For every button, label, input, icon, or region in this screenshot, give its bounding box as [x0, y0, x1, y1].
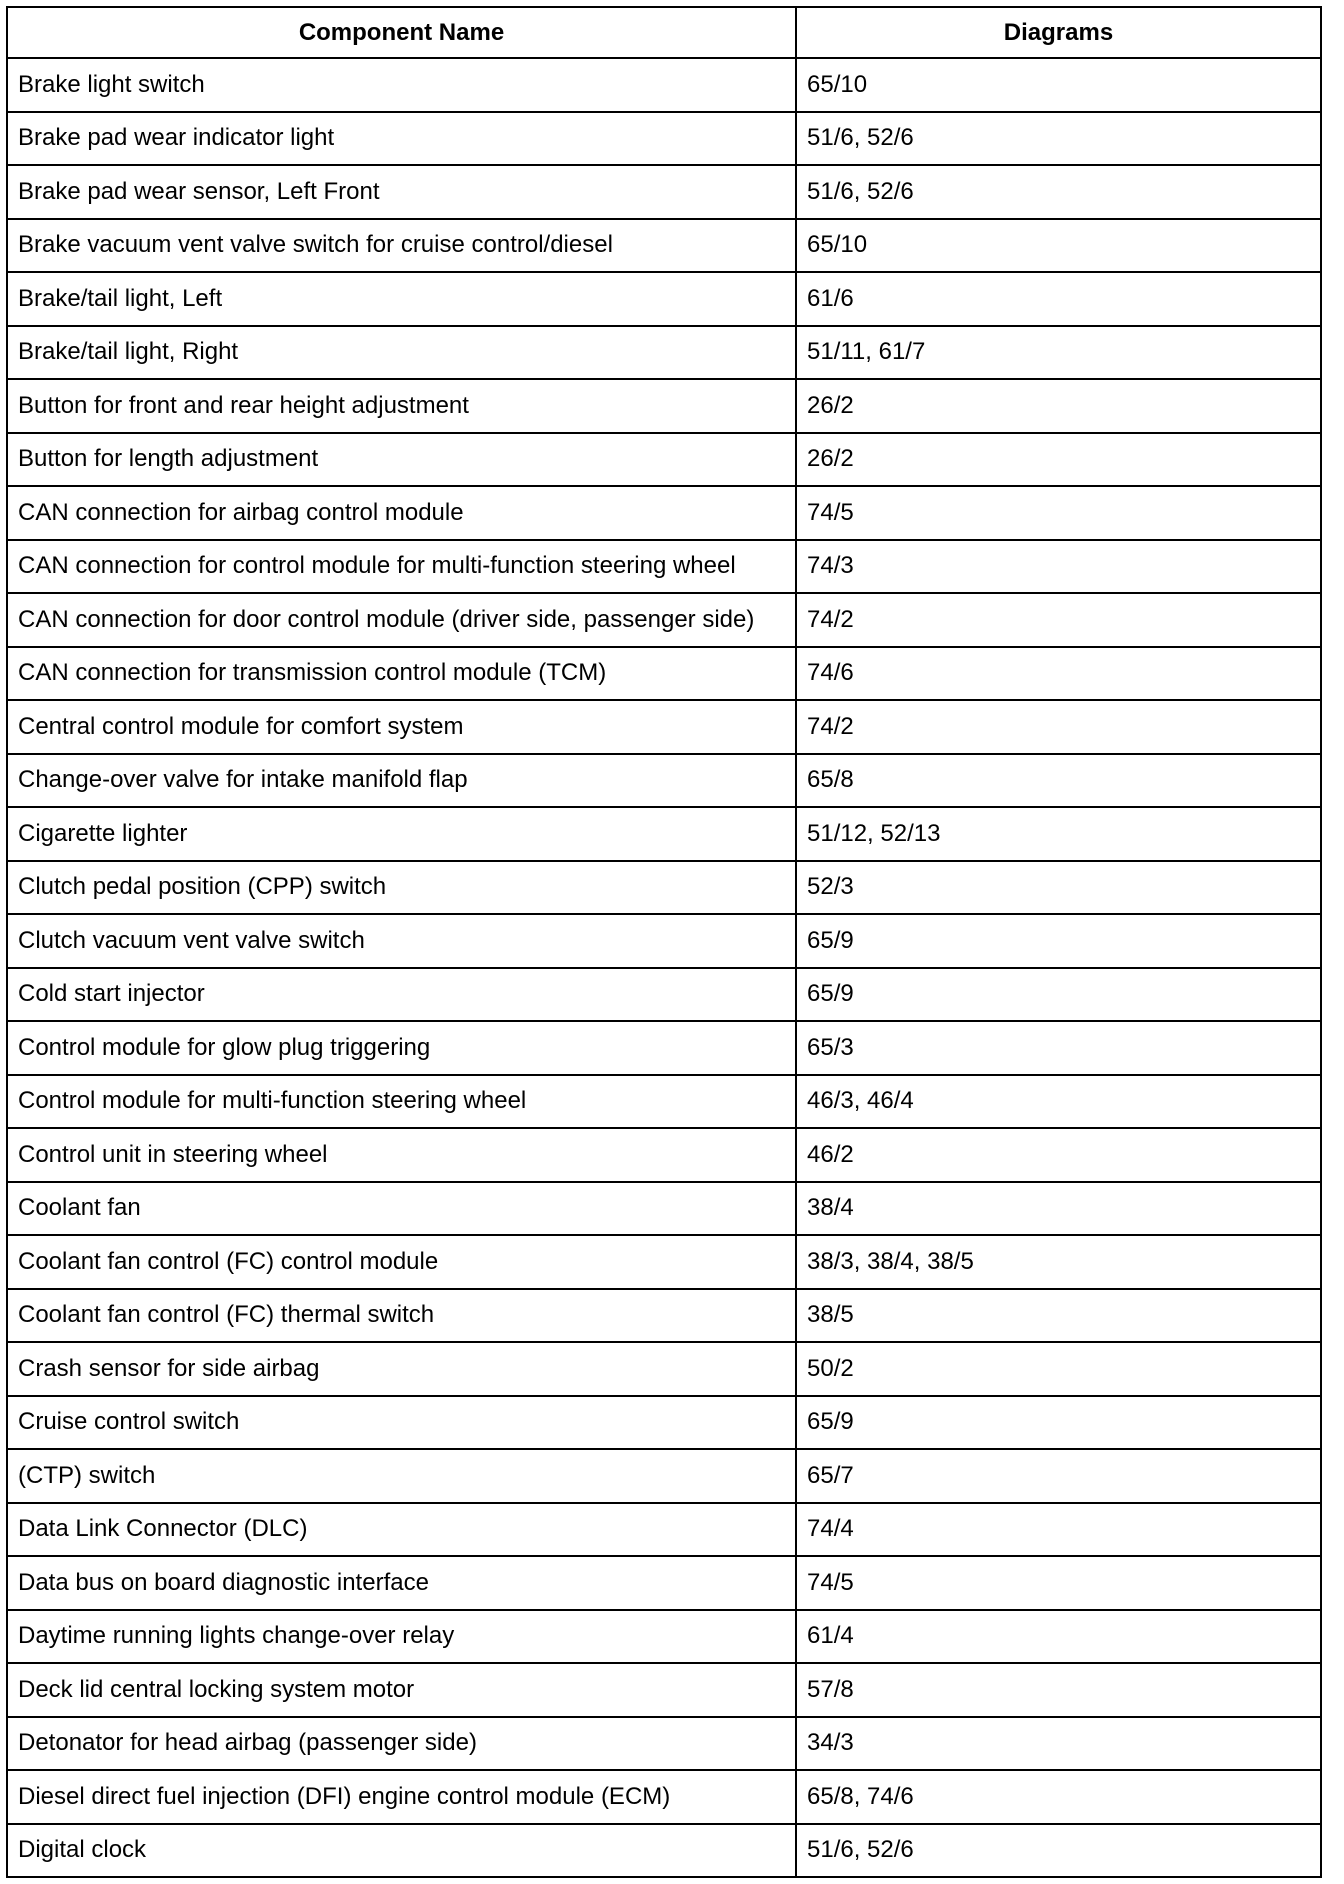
diagrams-cell: 74/3 [796, 540, 1321, 594]
table-row [7, 272, 1321, 326]
table-row [7, 165, 1321, 219]
component-name-cell: Brake pad wear indicator light [7, 112, 796, 166]
component-name-cell: Coolant fan control (FC) thermal switch [7, 1289, 796, 1343]
table-row [7, 58, 1321, 112]
table-row [7, 914, 1321, 968]
component-name-cell: Button for length adjustment [7, 433, 796, 487]
diagrams-cell: 65/3 [796, 1021, 1321, 1075]
table-row [7, 1182, 1321, 1236]
component-name-cell: Clutch vacuum vent valve switch [7, 914, 796, 968]
component-name-cell: Detonator for head airbag (passenger side) [7, 1717, 796, 1771]
table-row [7, 968, 1321, 1022]
diagrams-cell: 65/8, 74/6 [796, 1770, 1321, 1824]
component-name-cell: Brake/tail light, Right [7, 326, 796, 380]
table-row [7, 219, 1321, 273]
table-row [7, 1235, 1321, 1289]
diagrams-cell: 51/6, 52/6 [796, 1824, 1321, 1878]
component-name-cell: Data bus on board diagnostic interface [7, 1556, 796, 1610]
table-row [7, 754, 1321, 808]
component-name-cell: Data Link Connector (DLC) [7, 1503, 796, 1557]
component-name-cell: Brake pad wear sensor, Left Front [7, 165, 796, 219]
table-row [7, 1021, 1321, 1075]
component-name-cell: Central control module for comfort system [7, 700, 796, 754]
component-name-cell: CAN connection for airbag control module [7, 486, 796, 540]
diagrams-cell: 74/2 [796, 593, 1321, 647]
table-row [7, 593, 1321, 647]
table-body [7, 58, 1321, 1877]
component-diagram-table [6, 6, 1322, 1878]
table-row [7, 1770, 1321, 1824]
component-name-cell: Deck lid central locking system motor [7, 1663, 796, 1717]
component-name-cell: Crash sensor for side airbag [7, 1342, 796, 1396]
table-row [7, 1396, 1321, 1450]
table-row [7, 1556, 1321, 1610]
component-name-cell: CAN connection for door control module (driver side, passenger side) [7, 593, 796, 647]
diagrams-cell: 61/6 [796, 272, 1321, 326]
component-name-cell: Brake vacuum vent valve switch for cruise control/diesel [7, 219, 796, 273]
table-row [7, 1503, 1321, 1557]
diagrams-cell: 65/7 [796, 1449, 1321, 1503]
component-name-cell: Control module for glow plug triggering [7, 1021, 796, 1075]
diagrams-cell: 65/10 [796, 58, 1321, 112]
component-name-cell: Cold start injector [7, 968, 796, 1022]
column-header-component-name: Component Name [7, 7, 796, 58]
diagrams-cell: 50/2 [796, 1342, 1321, 1396]
component-name-cell: Daytime running lights change-over relay [7, 1610, 796, 1664]
table-row [7, 647, 1321, 701]
diagrams-cell: 38/4 [796, 1182, 1321, 1236]
diagrams-cell: 51/6, 52/6 [796, 165, 1321, 219]
diagrams-cell: 38/5 [796, 1289, 1321, 1343]
table-row [7, 486, 1321, 540]
diagrams-cell: 61/4 [796, 1610, 1321, 1664]
table-row [7, 540, 1321, 594]
diagrams-cell: 26/2 [796, 379, 1321, 433]
diagrams-cell: 74/2 [796, 700, 1321, 754]
component-name-cell: Control module for multi-function steering wheel [7, 1075, 796, 1129]
diagrams-cell: 74/5 [796, 486, 1321, 540]
diagrams-cell: 52/3 [796, 861, 1321, 915]
diagrams-cell: 46/2 [796, 1128, 1321, 1182]
table-row [7, 1824, 1321, 1878]
table-header-row [7, 7, 1321, 58]
component-name-cell: Cigarette lighter [7, 807, 796, 861]
component-name-cell: Change-over valve for intake manifold flap [7, 754, 796, 808]
diagrams-cell: 74/5 [796, 1556, 1321, 1610]
component-name-cell: CAN connection for transmission control module (TCM) [7, 647, 796, 701]
diagrams-cell: 57/8 [796, 1663, 1321, 1717]
diagrams-cell: 51/6, 52/6 [796, 112, 1321, 166]
diagrams-cell: 74/4 [796, 1503, 1321, 1557]
component-name-cell: Brake light switch [7, 58, 796, 112]
component-name-cell: (CTP) switch [7, 1449, 796, 1503]
table-row [7, 1075, 1321, 1129]
component-name-cell: Control unit in steering wheel [7, 1128, 796, 1182]
diagrams-cell: 65/10 [796, 219, 1321, 273]
table-row [7, 1449, 1321, 1503]
component-table-container [6, 6, 1320, 1878]
table-row [7, 1663, 1321, 1717]
table-row [7, 1717, 1321, 1771]
component-name-cell: Brake/tail light, Left [7, 272, 796, 326]
diagrams-cell: 46/3, 46/4 [796, 1075, 1321, 1129]
diagrams-cell: 51/12, 52/13 [796, 807, 1321, 861]
diagrams-cell: 65/9 [796, 914, 1321, 968]
component-name-cell: Cruise control switch [7, 1396, 796, 1450]
component-name-cell: Clutch pedal position (CPP) switch [7, 861, 796, 915]
diagrams-cell: 65/9 [796, 968, 1321, 1022]
diagrams-cell: 51/11, 61/7 [796, 326, 1321, 380]
component-name-cell: CAN connection for control module for multi-function steering wheel [7, 540, 796, 594]
diagrams-cell: 34/3 [796, 1717, 1321, 1771]
table-row [7, 700, 1321, 754]
component-name-cell: Button for front and rear height adjustment [7, 379, 796, 433]
table-row [7, 1342, 1321, 1396]
table-row [7, 379, 1321, 433]
table-row [7, 1289, 1321, 1343]
table-row [7, 326, 1321, 380]
table-row [7, 861, 1321, 915]
diagrams-cell: 74/6 [796, 647, 1321, 701]
column-header-diagrams: Diagrams [796, 7, 1321, 58]
diagrams-cell: 38/3, 38/4, 38/5 [796, 1235, 1321, 1289]
component-name-cell: Diesel direct fuel injection (DFI) engine control module (ECM) [7, 1770, 796, 1824]
table-row [7, 1610, 1321, 1664]
diagrams-cell: 26/2 [796, 433, 1321, 487]
table-row [7, 1128, 1321, 1182]
component-name-cell: Coolant fan control (FC) control module [7, 1235, 796, 1289]
component-name-cell: Digital clock [7, 1824, 796, 1878]
table-row [7, 807, 1321, 861]
component-name-cell: Coolant fan [7, 1182, 796, 1236]
table-row [7, 112, 1321, 166]
diagrams-cell: 65/8 [796, 754, 1321, 808]
diagrams-cell: 65/9 [796, 1396, 1321, 1450]
table-row [7, 433, 1321, 487]
